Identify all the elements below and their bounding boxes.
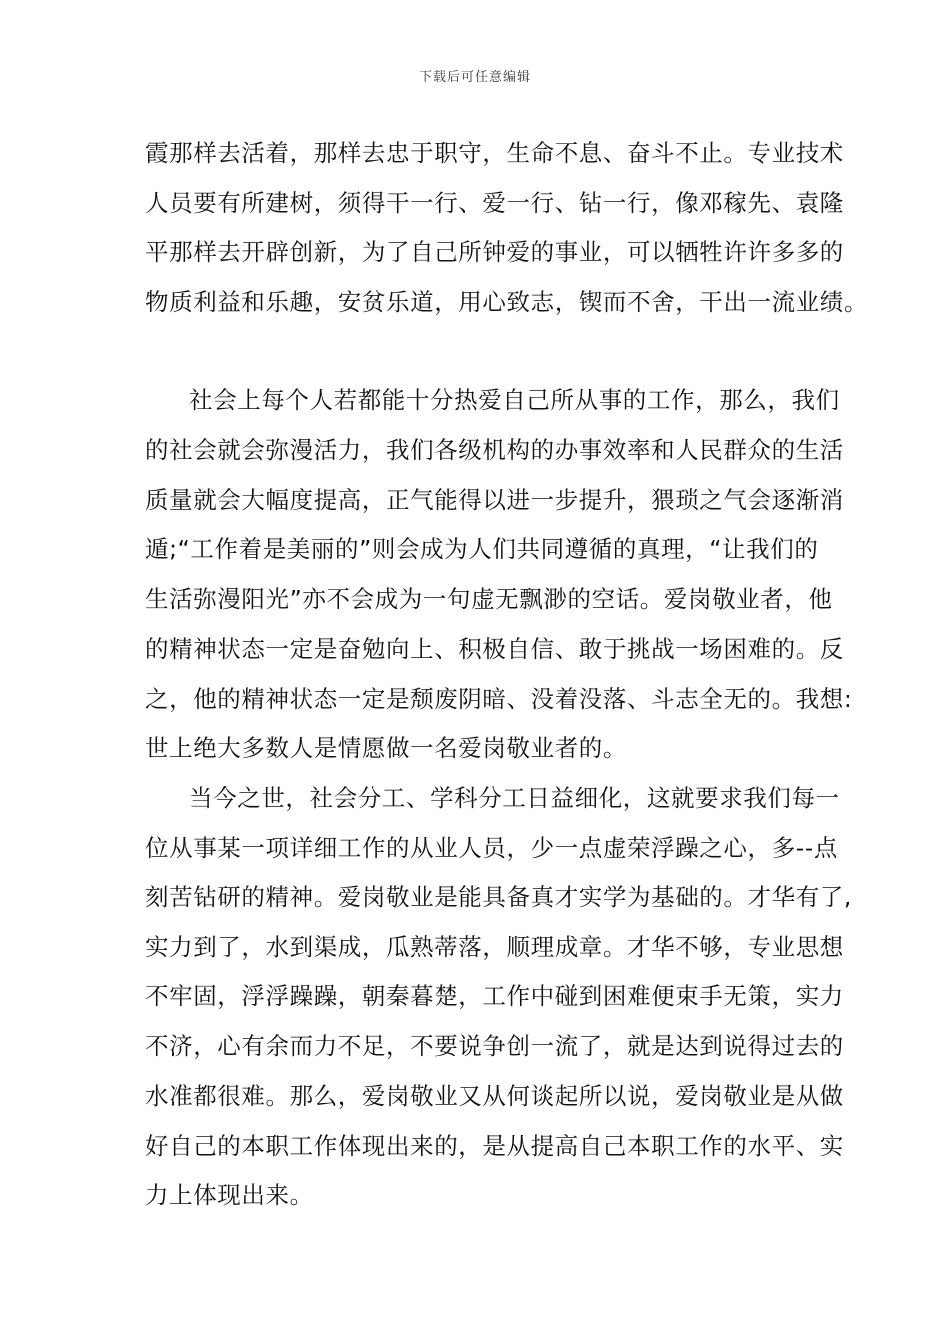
paragraph-2-line-8: 世上绝大多数人是情愿做一名爱岗敬业者的。 — [145, 734, 627, 762]
paragraph-2-line-3: 质量就会大幅度提高，正气能得以进一步提升，猥琐之气会逐渐消 — [145, 486, 844, 514]
paragraph-2-line-7: 之，他的精神状态一定是颓废阴暗、没着没落、斗志全无的。我想: — [145, 685, 853, 713]
paragraph-1-line-3: 平那样去开辟创新，为了自己所钟爱的事业，可以牺牲许许多多的 — [145, 238, 844, 266]
paragraph-3-line-5: 不牢固，浮浮躁躁，朝秦暮楚，工作中碰到困难便束手无策，实力 — [145, 982, 844, 1010]
paragraph-2-line-5: 生活弥漫阳光”亦不会成为一句虚无飘渺的空话。爱岗敬业者，他 — [145, 585, 833, 613]
paragraph-3-line-7: 水准都很难。那么，爱岗敬业又从何谈起所以说，爱岗敬业是从做 — [145, 1082, 844, 1110]
paragraph-3-line-6: 不济，心有余而力不足，不要说争创一流了，就是达到说得过去的 — [145, 1032, 844, 1060]
paragraph-2-line-4: 遁;“工作着是美丽的”则会成为人们共同遵循的真理，“让我们的 — [145, 535, 819, 563]
paragraph-3-line-3: 刻苦钻研的精神。爱岗敬业是能具备真才实学为基础的。才华有了, — [145, 883, 852, 911]
paragraph-3-line-2: 位从事某一项详细工作的从业人员，少一点虚荣浮躁之心，多--点 — [145, 834, 838, 862]
paragraph-3-line-9: 力上体现出来。 — [145, 1181, 314, 1209]
paragraph-1-line-4: 物质利益和乐趣，安贫乐道，用心致志，锲而不舍，干出一流业绩。 — [145, 288, 868, 316]
paragraph-1-line-2: 人员要有所建树，须得干一行、爱一行、钻一行，像邓稼先、袁隆 — [145, 189, 844, 217]
paragraph-1-line-1: 霞那样去活着，那样去忠于职守，生命不息、奋斗不止。专业技术 — [145, 139, 844, 167]
paragraph-3-line-8: 好自己的本职工作体现出来的，是从提高自己本职工作的水平、实 — [145, 1132, 844, 1160]
paragraph-3-line-4: 实力到了，水到渠成，瓜熟蒂落，顺理成章。才华不够，专业思想 — [145, 933, 844, 961]
paragraph-3-line-1: 当今之世，社会分工、学科分工日益细化，这就要求我们每一 — [189, 784, 840, 812]
paragraph-2-line-6: 的精神状态一定是奋勉向上、积极自信、敢于挑战一场困难的。反 — [145, 635, 844, 663]
paragraph-2-line-2: 的社会就会弥漫活力，我们各级机构的办事效率和人民群众的生活 — [145, 436, 844, 464]
paragraph-2-line-1: 社会上每个人若都能十分热爱自己所从事的工作，那么，我们 — [189, 386, 840, 414]
download-note-header: 下载后可任意编辑 — [418, 70, 531, 85]
